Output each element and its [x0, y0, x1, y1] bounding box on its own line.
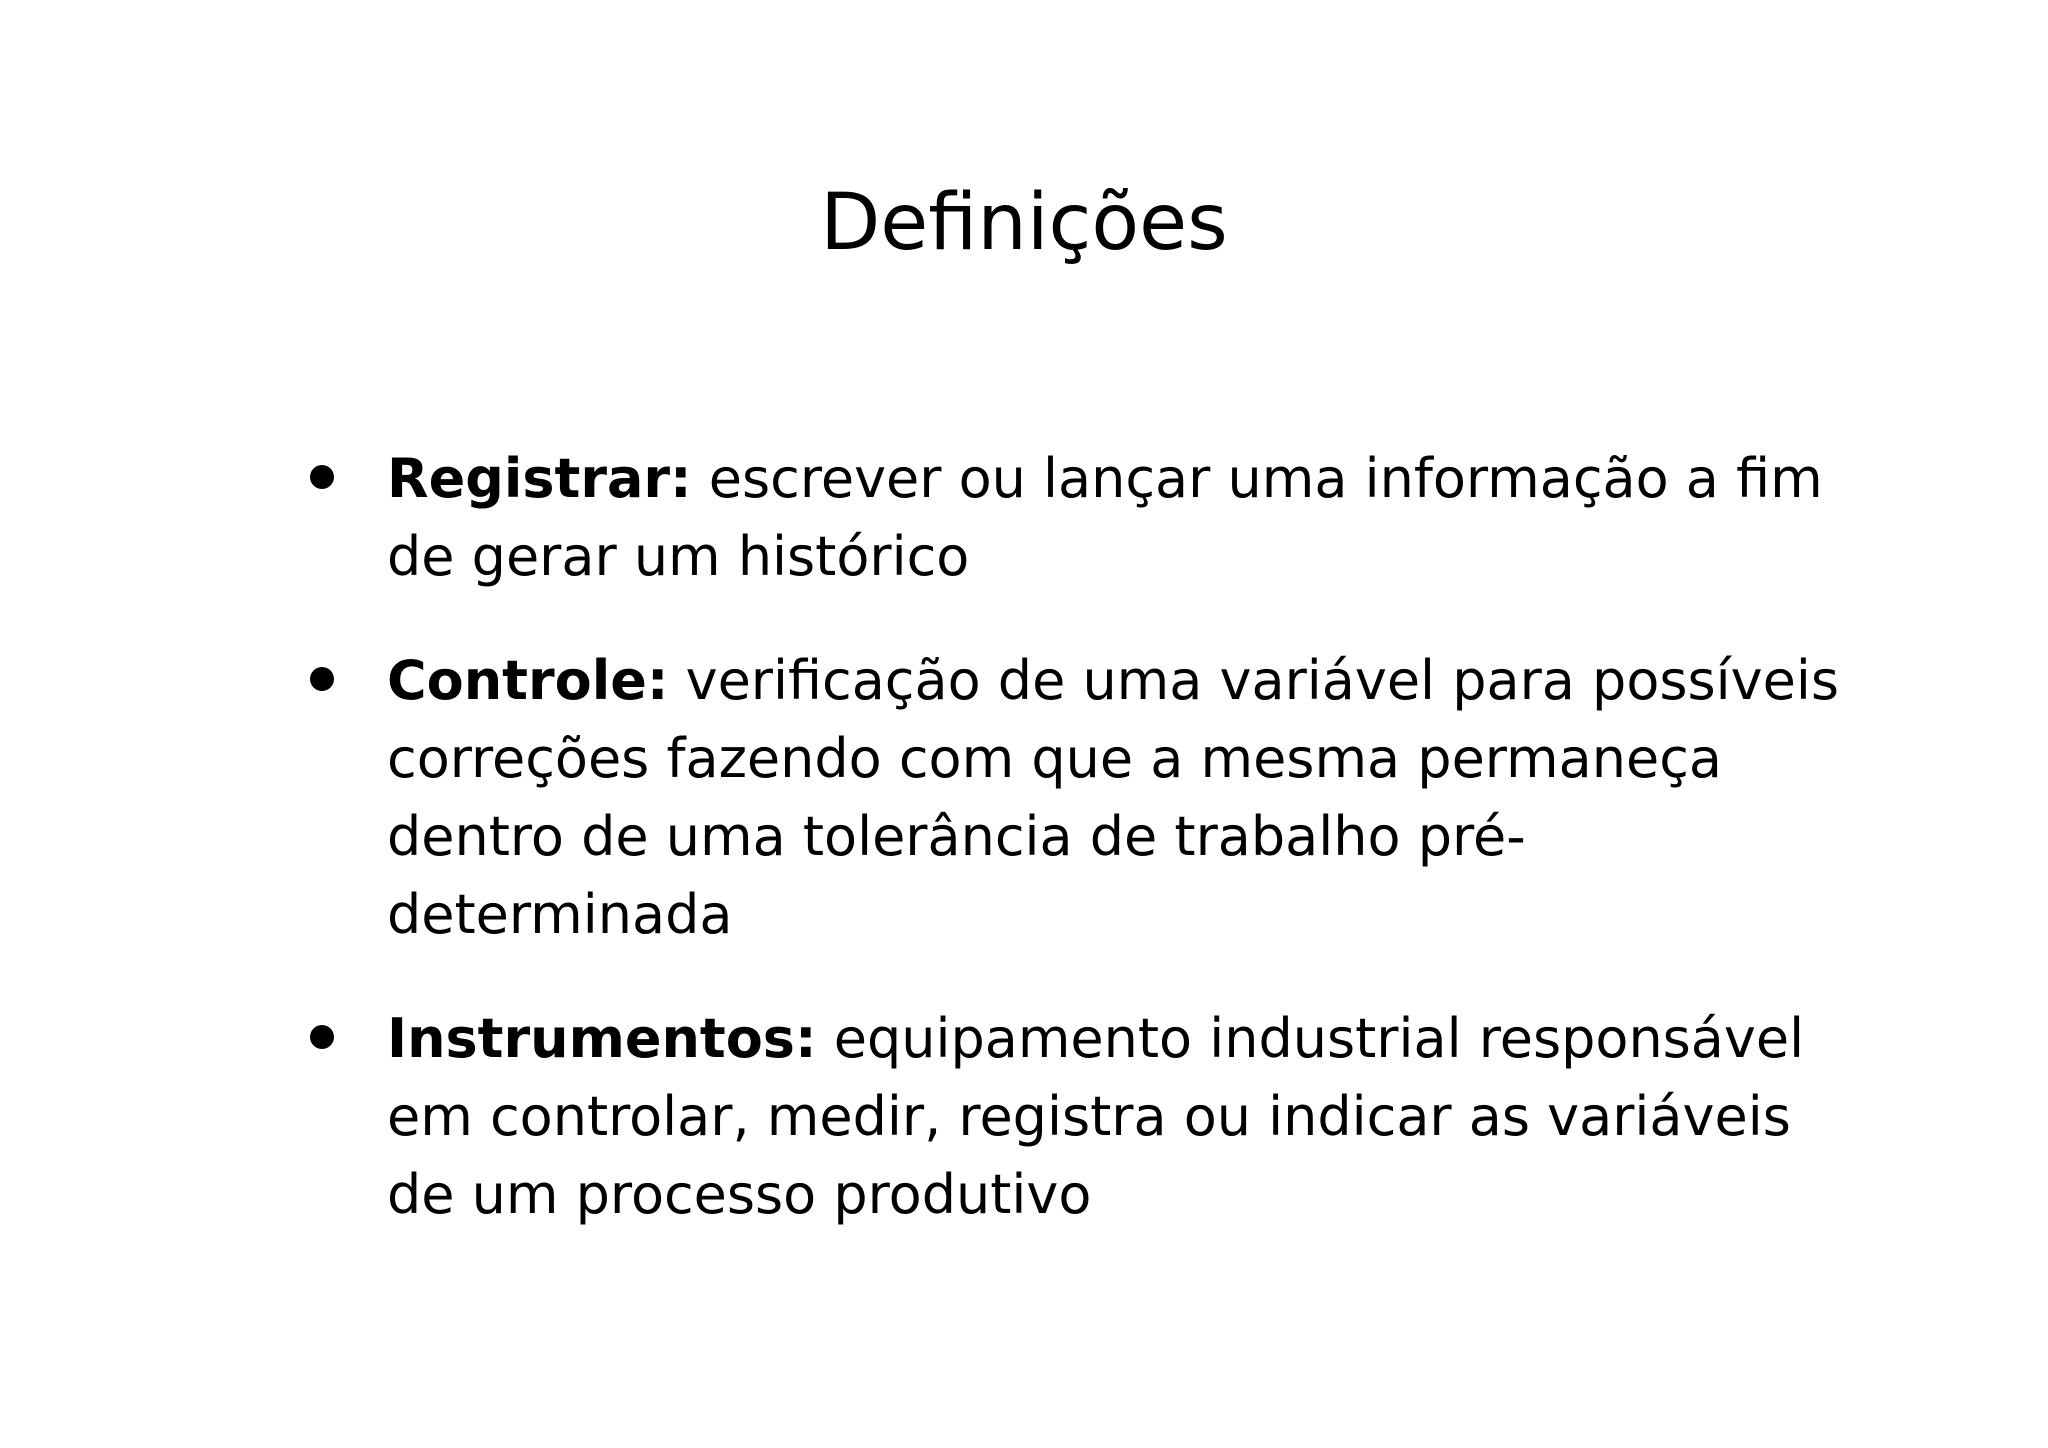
definition-item-registrar: [0, 440, 1847, 596]
definition-text: escrever ou lançar uma informação a fim de gerar um histórico: [387, 447, 1823, 588]
bullet-icon: [310, 1025, 334, 1049]
definition-text: equipamento industrial responsável em controlar, medir, registra ou indicar as variáveis de um processo produtivo: [387, 1007, 1805, 1226]
definition-item-controle: [0, 642, 1847, 954]
bullet-icon: [310, 465, 334, 489]
slide-title: Definições: [820, 178, 1228, 268]
definition-term: Instrumentos:: [387, 1007, 817, 1070]
definition-item-instrumentos: [0, 1000, 1847, 1234]
definitions-list: [0, 440, 2048, 1280]
definition-text: verificação de uma variável para possíveis correções fazendo com que a mesma permaneça dentro de uma tolerância de trabalho pré-determinada: [387, 649, 1839, 946]
bullet-icon: [310, 667, 334, 691]
definition-term: Controle:: [387, 649, 669, 712]
definition-term: Registrar:: [387, 447, 692, 510]
